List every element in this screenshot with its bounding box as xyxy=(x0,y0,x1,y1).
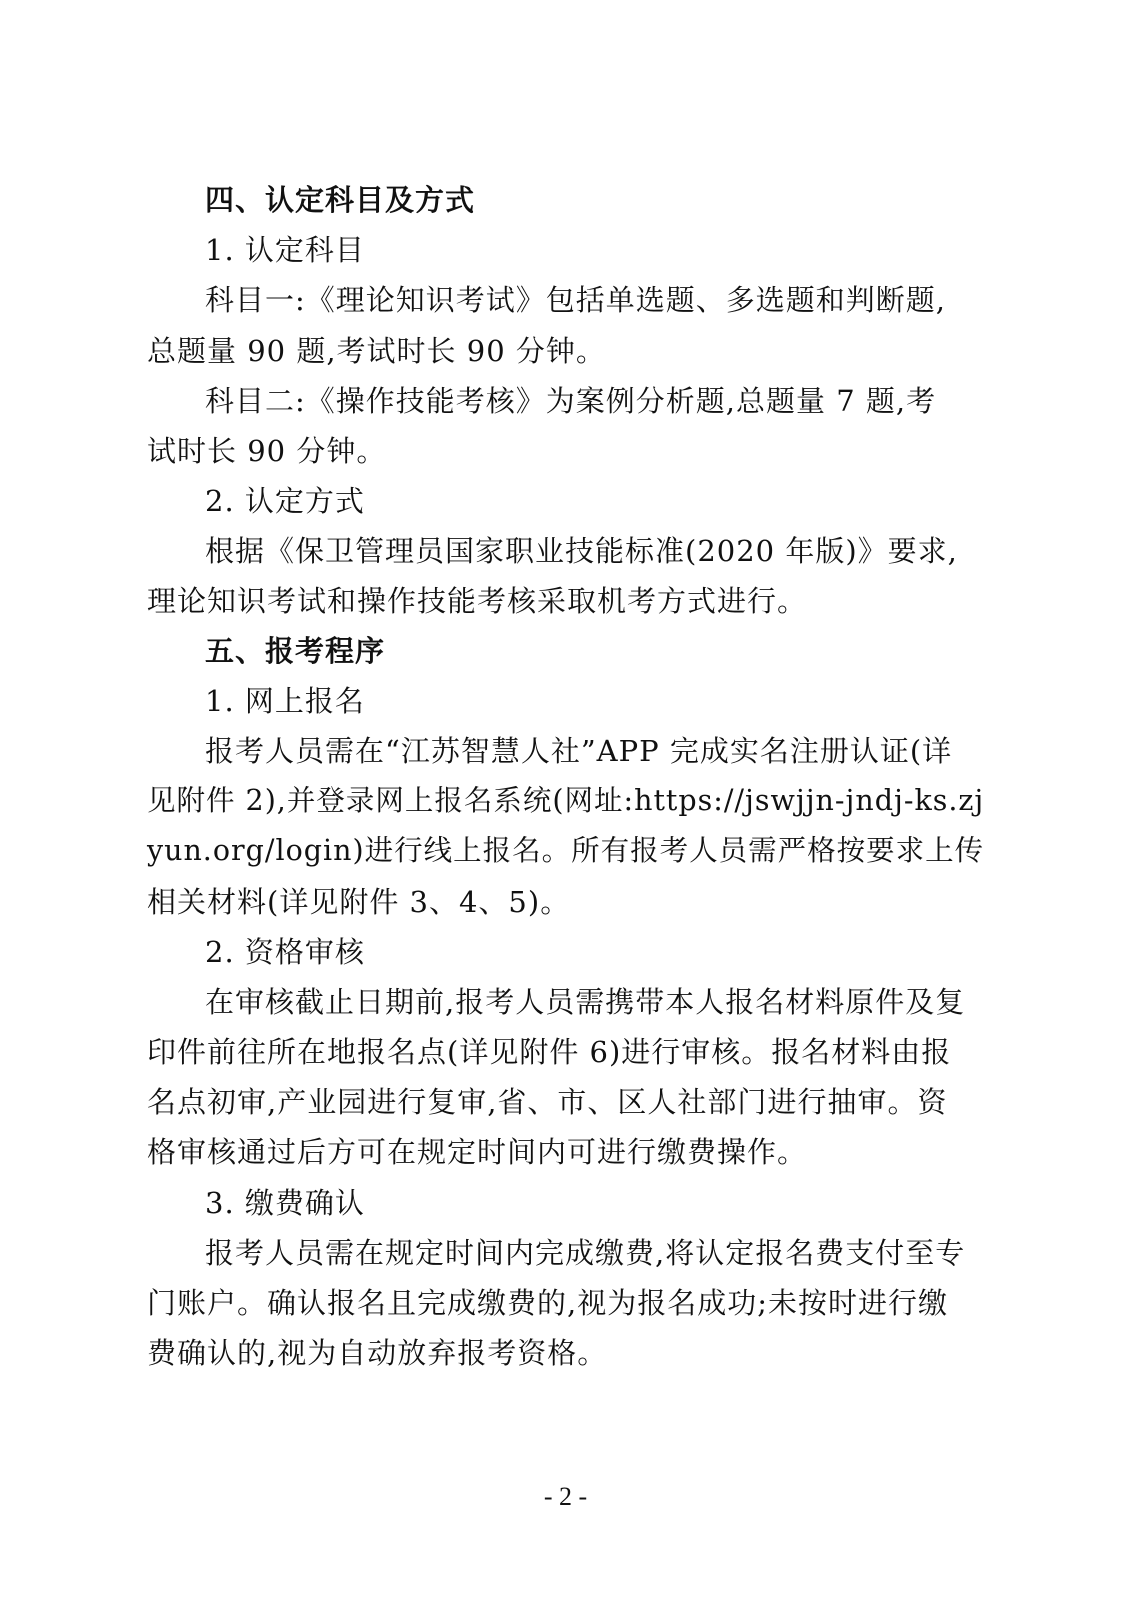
paragraph-line: 在审核截止日期前,报考人员需携带本人报名材料原件及复 xyxy=(205,985,966,1019)
paragraph-line: 见附件 2),并登录网上报名系统(网址:https://jswjjn-jndj-ks.zj xyxy=(147,784,985,817)
paragraph-line: yun.org/login)进行线上报名。所有报考人员需严格按要求上传 xyxy=(147,834,985,867)
subheading-online-registration: 1. 网上报名 xyxy=(205,684,365,718)
page-number: - 2 - xyxy=(543,1482,588,1511)
paragraph-line: 试时长 90 分钟。 xyxy=(147,434,387,468)
paragraph-line: 报考人员需在规定时间内完成缴费,将认定报名费支付至专 xyxy=(205,1236,966,1270)
paragraph-line: 科目二:《操作技能考核》为案例分析题,总题量 7 题,考 xyxy=(205,384,937,418)
subheading-payment: 3. 缴费确认 xyxy=(205,1186,365,1220)
paragraph-line: 格审核通过后方可在规定时间内可进行缴费操作。 xyxy=(147,1135,808,1169)
section-heading-4: 四、认定科目及方式 xyxy=(205,183,476,217)
paragraph-line: 相关材料(详见附件 3、4、5)。 xyxy=(147,885,571,919)
paragraph-line: 名点初审,产业园进行复审,省、市、区人社部门进行抽审。资 xyxy=(147,1085,948,1119)
subheading-qualification-review: 2. 资格审核 xyxy=(205,935,365,969)
subheading-subjects: 1. 认定科目 xyxy=(205,233,365,267)
paragraph-line: 总题量 90 题,考试时长 90 分钟。 xyxy=(147,334,606,368)
paragraph-line: 理论知识考试和操作技能考核采取机考方式进行。 xyxy=(147,584,808,618)
paragraph-line: 费确认的,视为自动放弃报考资格。 xyxy=(147,1336,608,1370)
paragraph-line: 科目一:《理论知识考试》包括单选题、多选题和判断题, xyxy=(205,283,946,317)
paragraph-line: 印件前往所在地报名点(详见附件 6)进行审核。报名材料由报 xyxy=(147,1035,952,1069)
paragraph-line: 根据《保卫管理员国家职业技能标准(2020 年版)》要求, xyxy=(205,534,958,568)
paragraph-line: 门账户。确认报名且完成缴费的,视为报名成功;未按时进行缴 xyxy=(147,1286,948,1320)
subheading-method: 2. 认定方式 xyxy=(205,484,365,518)
section-heading-5: 五、报考程序 xyxy=(205,634,386,668)
paragraph-line: 报考人员需在“江苏智慧人社”APP 完成实名注册认证(详 xyxy=(205,734,953,768)
